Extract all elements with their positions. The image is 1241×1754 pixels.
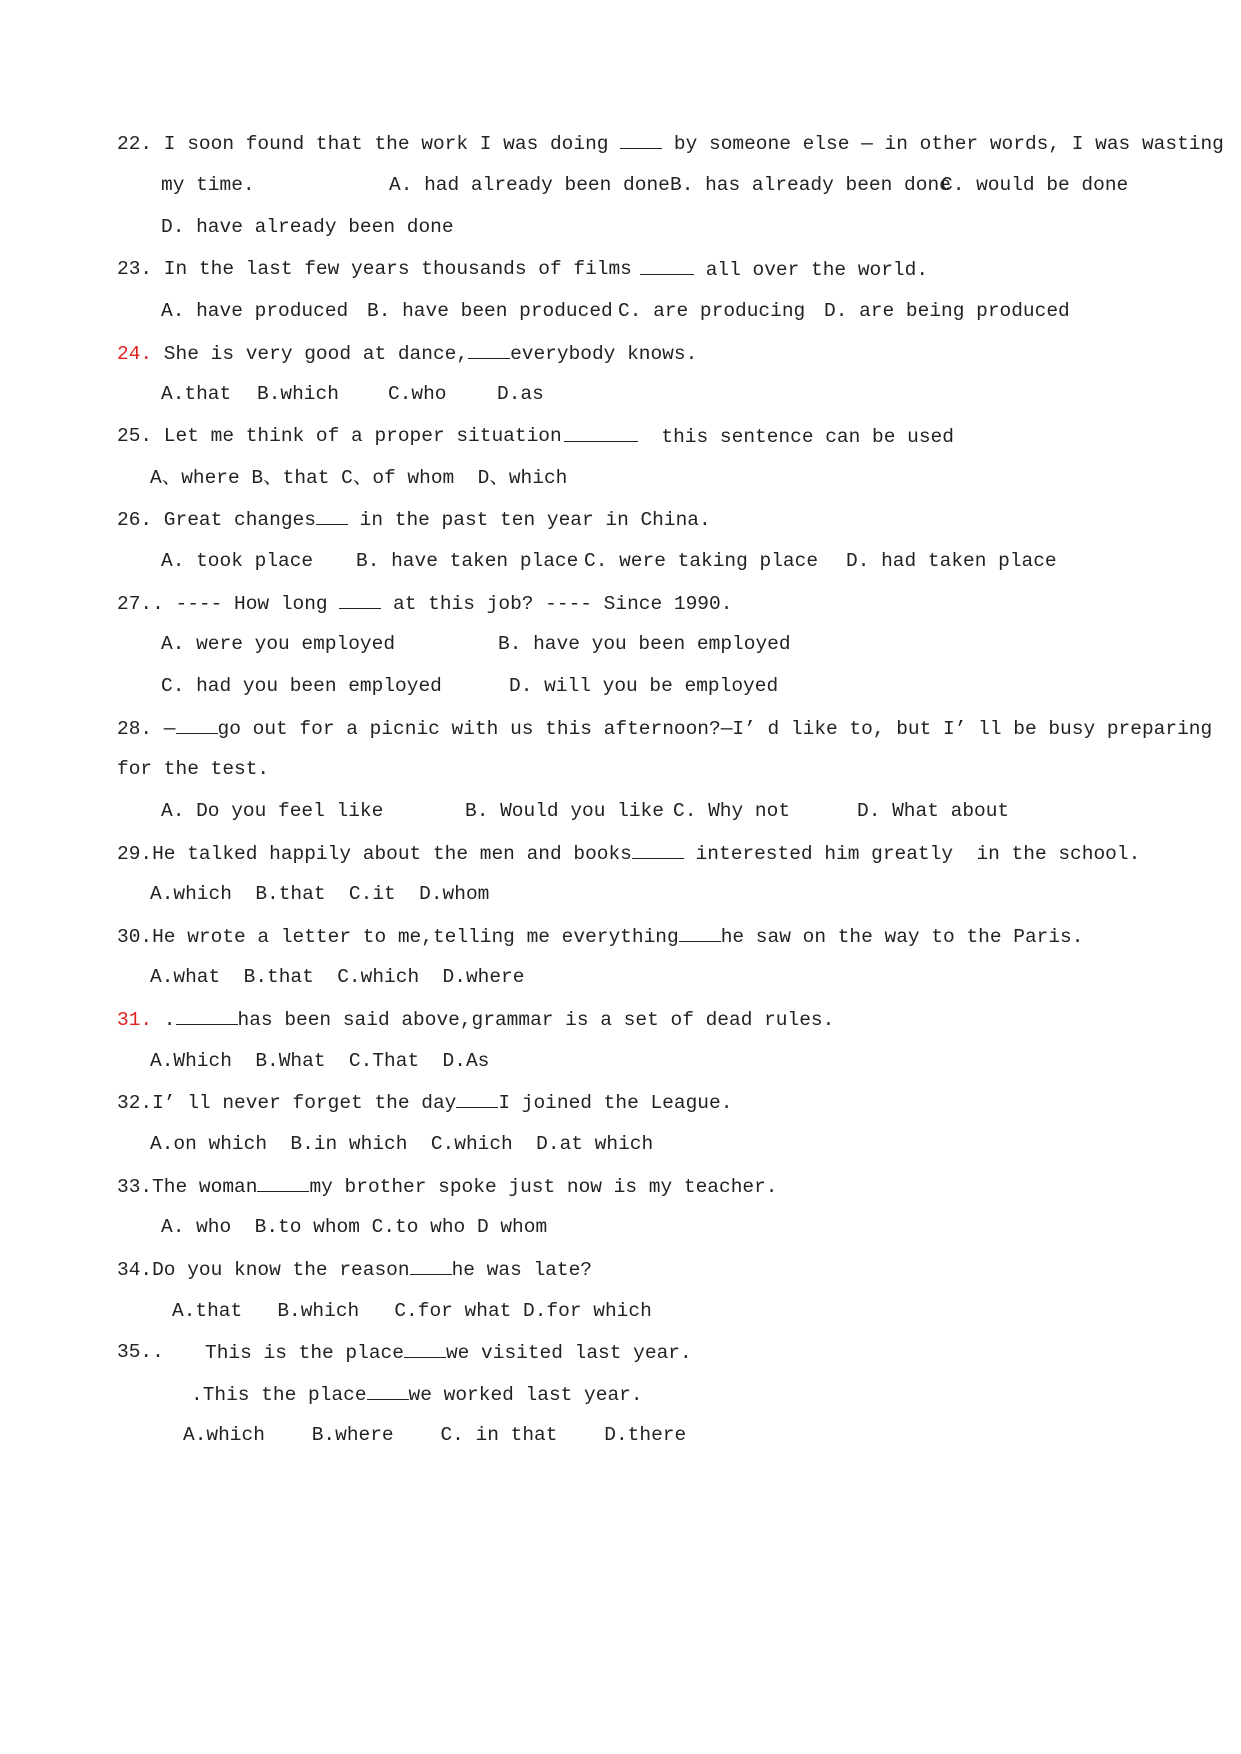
- question-28-stem-continued: for the test.: [117, 758, 270, 780]
- question-28-option-b: B. Would you like: [465, 800, 664, 822]
- question-22-option-b: B. has already been done: [670, 174, 951, 196]
- question-text: everybody knows.: [510, 343, 698, 365]
- question-35-stem-1: [205, 1339, 692, 1366]
- question-number: 29.: [117, 843, 153, 865]
- question-text: I soon found that the work I was doing: [152, 133, 621, 155]
- question-22-option-c: C. would be done: [941, 174, 1129, 196]
- question-29-stem: [117, 840, 1140, 867]
- question-22-line-1: [117, 130, 1224, 157]
- answer-blank: [176, 715, 218, 734]
- question-number: 31.: [117, 1009, 153, 1031]
- question-text: has been said above,grammar is a set of dead rules.: [237, 1009, 835, 1031]
- question-text: .: [152, 1009, 176, 1031]
- answer-blank: [404, 1339, 446, 1358]
- answer-blank: [468, 340, 510, 359]
- question-23-option-c: C. are producing: [618, 300, 806, 322]
- question-33-options: A. who B.to whom C.to who D whom: [161, 1216, 548, 1238]
- question-26-stem: [117, 506, 711, 533]
- question-number: 30.: [117, 926, 153, 948]
- question-text: Do you know the reason: [152, 1259, 410, 1281]
- question-28-option-d: D. What about: [857, 800, 1010, 822]
- question-23-option-d: D. are being produced: [824, 300, 1070, 322]
- question-text: this sentence can be used: [661, 426, 954, 448]
- question-27-option-a: A. were you employed: [161, 633, 396, 655]
- question-text: at this job? ---- Since 1990.: [381, 593, 733, 615]
- question-text: we worked last year.: [408, 1384, 643, 1406]
- answer-blank: [679, 923, 721, 942]
- question-22-option-a: A. had already been done: [389, 174, 670, 196]
- question-27-option-c: C. had you been employed: [161, 675, 442, 697]
- question-text: my time.: [161, 174, 255, 196]
- question-26-option-d: D. had taken place: [846, 550, 1057, 572]
- question-23-blank-tail: [640, 256, 928, 283]
- question-25-options: A、where B、that C、of whom D、which: [150, 467, 568, 489]
- question-30-stem: [117, 923, 1083, 950]
- question-text: ---- How long: [163, 593, 340, 615]
- answer-blank: [456, 1089, 498, 1108]
- answer-blank: [410, 1256, 452, 1275]
- question-34-options: A.that B.which C.for what D.for which: [172, 1300, 652, 1322]
- question-35-options: A.which B.where C. in that D.there: [183, 1424, 687, 1446]
- question-number: 23.: [117, 258, 153, 280]
- question-text: .This the place: [191, 1384, 367, 1406]
- question-31-options: A.Which B.What C.That D.As: [150, 1050, 490, 1072]
- question-26-option-b: B. have taken place: [356, 550, 579, 572]
- answer-blank: [632, 840, 684, 859]
- question-25-stem: [117, 423, 562, 449]
- answer-blank: [339, 590, 381, 609]
- question-32-stem: [117, 1089, 732, 1116]
- question-number: 22.: [117, 133, 153, 155]
- question-30-options: A.what B.that C.which D.where: [150, 966, 525, 988]
- question-22-option-d: D. have already been done: [161, 216, 454, 238]
- question-text: He talked happily about the men and books: [152, 843, 632, 865]
- question-text: we visited last year.: [445, 1342, 692, 1364]
- question-text: —: [152, 718, 176, 740]
- question-23-option-a: A. have produced: [161, 300, 349, 322]
- question-33-stem: [117, 1173, 778, 1200]
- question-24-option-d: D.as: [497, 383, 544, 405]
- question-text: He wrote a letter to me,telling me everything: [152, 926, 679, 948]
- question-text: my brother spoke just now is my teacher.: [309, 1176, 778, 1198]
- question-text: interested him greatly in the school.: [683, 843, 1141, 865]
- question-number: 25.: [117, 425, 153, 447]
- answer-blank: [316, 506, 348, 525]
- question-28-stem: [117, 715, 1212, 742]
- question-number: 34.: [117, 1259, 153, 1281]
- question-24-stem: [117, 340, 697, 367]
- question-24-option-c: C.who: [388, 383, 447, 405]
- question-22-line-2: [161, 172, 255, 198]
- question-number: 33.: [117, 1176, 153, 1198]
- question-number: 24.: [117, 343, 153, 365]
- question-28-option-c: C. Why not: [673, 800, 791, 822]
- question-text: he saw on the way to the Paris.: [720, 926, 1084, 948]
- question-text: all over the world.: [705, 259, 929, 281]
- answer-blank: [367, 1381, 409, 1400]
- question-27-stem: [117, 590, 732, 617]
- question-text: I joined the League.: [498, 1092, 733, 1114]
- question-number: 27..: [117, 593, 164, 615]
- question-28-option-a: A. Do you feel like: [161, 800, 384, 822]
- answer-blank: [564, 423, 638, 442]
- question-24-option-a: A.that: [161, 383, 232, 405]
- question-text: go out for a picnic with us this afternoon?—I’ d like to, but I’ ll be busy preparing: [217, 718, 1213, 740]
- answer-blank: [176, 1006, 238, 1025]
- answer-blank: [620, 130, 662, 149]
- question-29-options: A.which B.that C.it D.whom: [150, 883, 490, 905]
- question-text: Great changes: [152, 509, 316, 531]
- question-number: 26.: [117, 509, 153, 531]
- question-text: in the past ten year in China.: [347, 509, 711, 531]
- question-number: 28.: [117, 718, 153, 740]
- question-text: In the last few years thousands of films: [152, 258, 632, 280]
- question-35-stem-2: [191, 1381, 643, 1408]
- question-23-option-b: B. have been produced: [367, 300, 613, 322]
- question-text: This is the place: [205, 1342, 404, 1364]
- question-text: I’ ll never forget the day: [152, 1092, 457, 1114]
- question-35-number: 35..: [117, 1341, 164, 1363]
- answer-blank: [257, 1173, 309, 1192]
- question-23-stem: [117, 256, 632, 282]
- question-26-option-a: A. took place: [161, 550, 314, 572]
- question-34-stem: [117, 1256, 592, 1283]
- answer-blank: [640, 256, 694, 275]
- question-27-option-d: D. will you be employed: [509, 675, 779, 697]
- question-text: Let me think of a proper situation: [152, 425, 562, 447]
- question-31-stem: [117, 1006, 834, 1033]
- question-27-option-b: B. have you been employed: [498, 633, 791, 655]
- question-text: She is very good at dance,: [152, 343, 469, 365]
- question-24-option-b: B.which: [257, 383, 339, 405]
- question-number: 32.: [117, 1092, 153, 1114]
- question-text: he was late?: [451, 1259, 592, 1281]
- question-text: The woman: [152, 1176, 258, 1198]
- question-text: by someone else — in other words, I was wasting: [662, 133, 1224, 155]
- question-26-option-c: C. were taking place: [584, 550, 819, 572]
- question-25-blank-tail: [564, 423, 954, 450]
- question-32-options: A.on which B.in which C.which D.at which: [150, 1133, 654, 1155]
